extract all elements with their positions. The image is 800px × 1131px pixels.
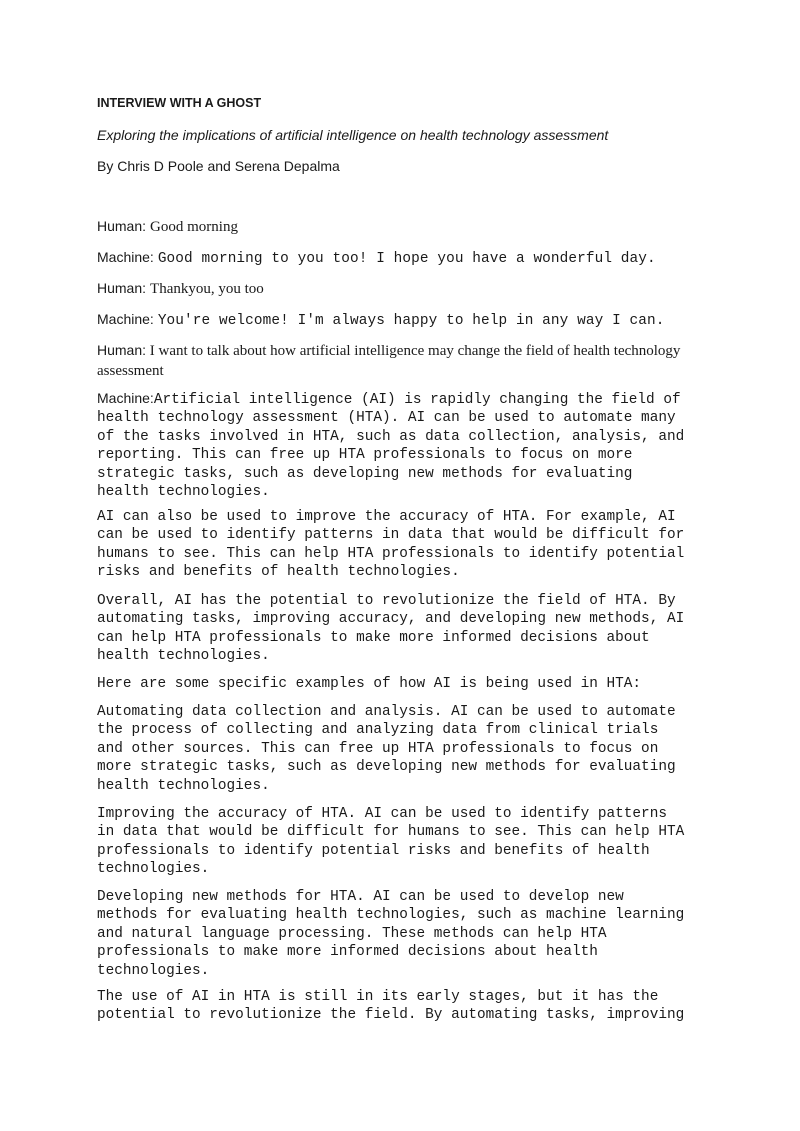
paragraph-line: humans to see. This can help HTA professionals to identify potential bbox=[97, 545, 685, 562]
paragraph-line: Developing new methods for HTA. AI can be used to develop new bbox=[97, 889, 624, 905]
response-line: health technologies. bbox=[97, 484, 270, 501]
dialogue-text: I want to talk about how artificial intelligence may change the field of health technology bbox=[149, 343, 681, 359]
paragraph-line: technologies. bbox=[97, 861, 210, 878]
paragraph-line: AI can also be used to improve the accuracy of HTA. For example, AI bbox=[97, 509, 676, 525]
body-paragraph bbox=[97, 592, 712, 666]
speaker-label: Machine: bbox=[97, 249, 154, 265]
paragraph-line: in data that would be difficult for humans to see. This can help HTA bbox=[97, 824, 685, 841]
speaker-label: Machine: bbox=[97, 311, 154, 327]
paragraph-line: professionals to make more informed decisions about health bbox=[97, 944, 598, 961]
document-title: INTERVIEW WITH A GHOST bbox=[97, 96, 262, 110]
machine-response bbox=[97, 389, 712, 501]
paragraph-line: technologies. bbox=[97, 962, 210, 979]
paragraph-line: Overall, AI has the potential to revolutionize the field of HTA. By bbox=[97, 593, 676, 609]
paragraph-line: health technologies. bbox=[97, 648, 270, 665]
paragraph-line: Automating data collection and analysis. AI can be used to automate bbox=[97, 704, 676, 720]
response-line: strategic tasks, such as developing new methods for evaluating bbox=[97, 465, 633, 482]
paragraph-line: professionals to identify potential risks and benefits of health bbox=[97, 842, 650, 859]
paragraph-line: can be used to identify patterns in data that would be difficult for bbox=[97, 527, 685, 544]
dialogue-text: assessment bbox=[97, 363, 164, 379]
paragraph-line: Improving the accuracy of HTA. AI can be used to identify patterns bbox=[97, 806, 667, 822]
speaker-label: Machine: bbox=[97, 390, 154, 406]
document-subtitle: Exploring the implications of artificial intelligence on health technology assessment bbox=[97, 127, 609, 143]
dialogue-line bbox=[97, 280, 264, 298]
speaker-label: Human: bbox=[97, 280, 147, 296]
dialogue-text: Good morning bbox=[150, 219, 238, 235]
paragraph-line: potential to revolutionize the field. By automating tasks, improving bbox=[97, 1007, 685, 1024]
dialogue-line bbox=[97, 249, 656, 267]
paragraph-line: methods for evaluating health technologies, such as machine learning bbox=[97, 907, 685, 924]
dialogue-line bbox=[97, 218, 238, 236]
speaker-label: Human: bbox=[97, 218, 147, 234]
body-paragraph bbox=[97, 805, 712, 879]
paragraph-line: health technologies. bbox=[97, 777, 270, 794]
paragraph-line: and other sources. This can free up HTA professionals to focus on bbox=[97, 740, 659, 757]
body-paragraph bbox=[97, 508, 712, 582]
paragraph-line: Here are some specific examples of how AI is being used in HTA: bbox=[97, 676, 642, 692]
paragraph-line: can help HTA professionals to make more informed decisions about bbox=[97, 629, 650, 646]
response-line: Artificial intelligence (AI) is rapidly changing the field of bbox=[153, 392, 681, 408]
body-paragraph bbox=[97, 703, 712, 795]
response-line: reporting. This can free up HTA professionals to focus on more bbox=[97, 447, 633, 464]
response-line: health technology assessment (HTA). AI can be used to automate many bbox=[97, 410, 676, 427]
response-line: of the tasks involved in HTA, such as data collection, analysis, and bbox=[97, 428, 685, 445]
body-paragraph bbox=[97, 988, 712, 1025]
speaker-label: Human: bbox=[97, 342, 147, 358]
dialogue-text: You're welcome! I'm always happy to help in any way I can. bbox=[157, 313, 665, 329]
dialogue-text: Good morning to you too! I hope you have a wonderful day. bbox=[157, 251, 656, 267]
document-authors: By Chris D Poole and Serena Depalma bbox=[97, 158, 340, 174]
paragraph-line: the process of collecting and analyzing data from clinical trials bbox=[97, 722, 659, 739]
body-paragraph bbox=[97, 888, 712, 980]
dialogue-line bbox=[97, 311, 665, 329]
body-paragraph bbox=[97, 675, 712, 693]
dialogue-line bbox=[97, 340, 707, 381]
paragraph-line: The use of AI in HTA is still in its early stages, but it has the bbox=[97, 989, 659, 1005]
paragraph-line: automating tasks, improving accuracy, and developing new methods, AI bbox=[97, 611, 685, 628]
paragraph-line: and natural language processing. These methods can help HTA bbox=[97, 925, 607, 942]
dialogue-text: Thankyou, you too bbox=[150, 281, 264, 297]
paragraph-line: more strategic tasks, such as developing new methods for evaluating bbox=[97, 759, 676, 776]
paragraph-line: risks and benefits of health technologies. bbox=[97, 564, 460, 581]
